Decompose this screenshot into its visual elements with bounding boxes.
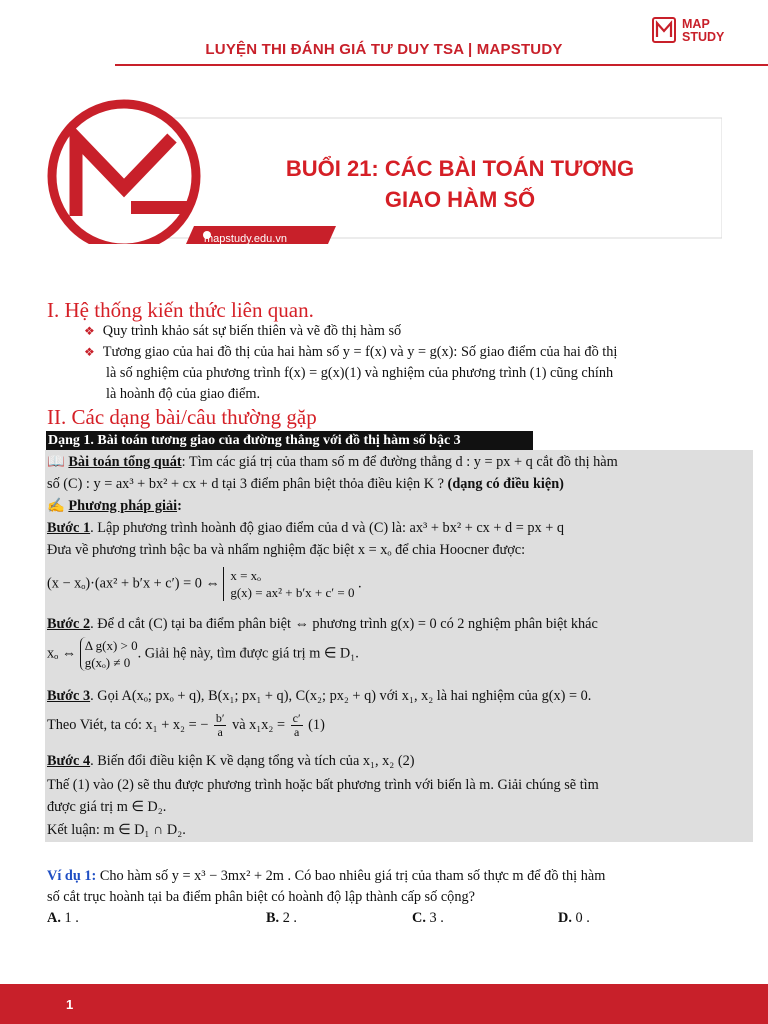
viet-fraction-sum: $\frac{b'}{a}$ (215, 711, 225, 739)
step3-line (47, 686, 752, 706)
step2-post: . Giải hệ này, tìm được giá trị m ∈ D₁. (137, 645, 359, 662)
bullet-text-2b: là số nghiệm của phương trình f(x) = g(x)(1) và nghiệm của phương trình (1) cũng chính (106, 365, 614, 381)
page-number: 1 (66, 997, 74, 1012)
footer-bar (0, 984, 768, 1024)
general-problem-text2: số (C) : y = ax³ + bx² + cx + d tại 3 điểm phân biệt thỏa điều kiện K ? (47, 476, 444, 492)
option-letter-a: A. (47, 910, 61, 926)
general-problem-label: Bài toán tổng quát (68, 454, 182, 470)
general-problem-line2 (47, 474, 752, 494)
pencil-icon: ✍ (47, 498, 65, 514)
general-problem-line1 (47, 452, 752, 472)
step2-line1 (47, 614, 752, 634)
conclusion-line: Kết luận: m ∈ D₁ ∩ D₂. (47, 822, 186, 838)
step2-label: Bước 2 (47, 616, 91, 632)
lesson-title-line2: GIAO HÀM SỐ (384, 187, 536, 212)
step1-label: Bước 1 (47, 520, 91, 536)
factor-system (223, 567, 354, 601)
viet-line (47, 712, 752, 739)
option-letter-b: B. (266, 910, 280, 926)
option-value-b: 2 . (282, 910, 297, 926)
conditional-tag: (dạng có điều kiện) (443, 476, 564, 492)
step2-text: . Để d cắt (C) tại ba điểm phân biệt ⇔ phương trình g(x) = 0 có 2 nghiệm phân biệt khác (90, 616, 598, 632)
option-letter-c: C. (412, 910, 426, 926)
viet-pre: Theo Viét, ta có: x₁ + x₂ = − (47, 716, 209, 733)
step2-line2 (47, 637, 752, 671)
example-label: Ví dụ 1: (47, 868, 97, 884)
step1-line1 (47, 518, 752, 538)
answer-option-b[interactable] (266, 908, 386, 928)
mapstudy-logo-text (682, 18, 724, 44)
bullet-text-2a: Tương giao của hai đồ thị của hai hàm số y = f(x) và y = g(x): Số giao điểm của hai đồ thị (102, 344, 618, 360)
logo-line-study: STUDY (682, 30, 725, 44)
viet-fraction-product: $\frac{c'}{a}$ (292, 711, 301, 739)
method-label: Phương pháp giải (68, 498, 178, 514)
lesson-title (240, 153, 680, 215)
option-value-d: 0 . (575, 910, 590, 926)
option-letter-d: D. (558, 910, 572, 926)
mapstudy-logo-icon (652, 17, 676, 43)
step4-label: Bước 4 (47, 753, 91, 769)
step1-text: . Lập phương trình hoành độ giao điểm của d và (C) là: ax³ + bx² + cx + d = px + q (90, 520, 565, 536)
step4-text: . Biến đổi điều kiện K về dạng tổng và tích của x₁, x₂ (2) (90, 753, 415, 769)
header-rule (115, 64, 768, 66)
running-header-title: LUYỆN THI ĐÁNH GIÁ TƯ DUY TSA | MAPSTUDY (205, 41, 563, 58)
option-value-c: 3 . (429, 910, 444, 926)
section-heading-2: II. Các dạng bài/câu thường gặp (47, 405, 317, 429)
book-icon: 📖 (47, 454, 65, 470)
step2-system (80, 637, 138, 671)
step2-system-line1: Δ g(x) > 0 (84, 638, 138, 653)
logo-line-map: MAP (682, 17, 710, 31)
factor-system-line1: x = xₒ (230, 568, 261, 583)
factor-system-line2: g(x) = ax² + b′x + c′ = 0 (230, 585, 355, 600)
factor-left: (x − xₒ)·(ax² + b′x + c′) = 0 ⇔ (47, 575, 220, 592)
option-value-a: 1 . (64, 910, 79, 926)
bullet-item-2 (84, 342, 617, 363)
bullet-item-1 (84, 321, 401, 342)
answer-option-d[interactable] (558, 908, 678, 928)
substitute-line2: được giá trị m ∈ D₂. (47, 799, 167, 815)
diamond-bullet-icon: ❖ (84, 324, 95, 338)
step2-pre: xₒ ⇔ (47, 645, 77, 662)
step2-system-line2: g(xₒ) ≠ 0 (84, 655, 131, 670)
step3-label: Bước 3 (47, 688, 91, 704)
viet-post: (1) (308, 716, 325, 733)
website-link[interactable]: mapstudy.edu.vn (204, 233, 287, 245)
method-heading: ✍ Phương pháp giải: (47, 498, 182, 514)
viet-mid: và x₁x₂ = (232, 716, 286, 733)
problem-type-bar: Dạng 1. Bài toán tương giao của đường thẳng với đồ thị hàm số bậc 3 (46, 431, 533, 450)
step1-line2: Đưa về phương trình bậc ba và nhẩm nghiệm đặc biệt x = xₒ để chia Hoocner được: (47, 542, 526, 558)
example-line1 (47, 866, 752, 886)
diamond-bullet-icon: ❖ (84, 345, 95, 359)
lesson-title-line1: BUỔI 21: CÁC BÀI TOÁN TƯƠNG (285, 156, 635, 181)
answer-option-c[interactable] (412, 908, 532, 928)
section-heading-1: I. Hệ thống kiến thức liên quan. (47, 298, 314, 322)
example-line2: số cắt trục hoành tại ba điểm phân biệt có hoành độ lập thành cấp số cộng? (47, 889, 475, 905)
example-text1: Cho hàm số y = x³ − 3mx² + 2m . Có bao nhiêu giá trị của tham số thực m để đồ thị hàm (96, 868, 606, 884)
substitute-line1: Thế (1) vào (2) sẽ thu được phương trình hoặc bất phương trình với biến là m. Giải chúng sẽ tìm (47, 777, 599, 793)
bullet-text-2c: là hoành độ của giao điểm. (106, 386, 261, 402)
factor-equation: (x − xₒ)·(ax² + b′x + c′) = 0 ⇔ x = xₒ g(x) = ax² + b′x + c′ = 0 . (47, 568, 362, 600)
step4-line (47, 751, 752, 771)
general-problem-text: : Tìm các giá trị của tham số m để đường thẳng d : y = px + q cắt đồ thị hàm (181, 454, 618, 470)
bullet-text-1: Quy trình khảo sát sự biến thiên và vẽ đồ thị hàm số (102, 323, 402, 339)
step3-text: . Gọi A(xₒ; pxₒ + q), B(x₁; px₁ + q), C(x₂; px₂ + q) với x₁, x₂ là hai nghiệm của g(x) = 0. (90, 688, 592, 704)
